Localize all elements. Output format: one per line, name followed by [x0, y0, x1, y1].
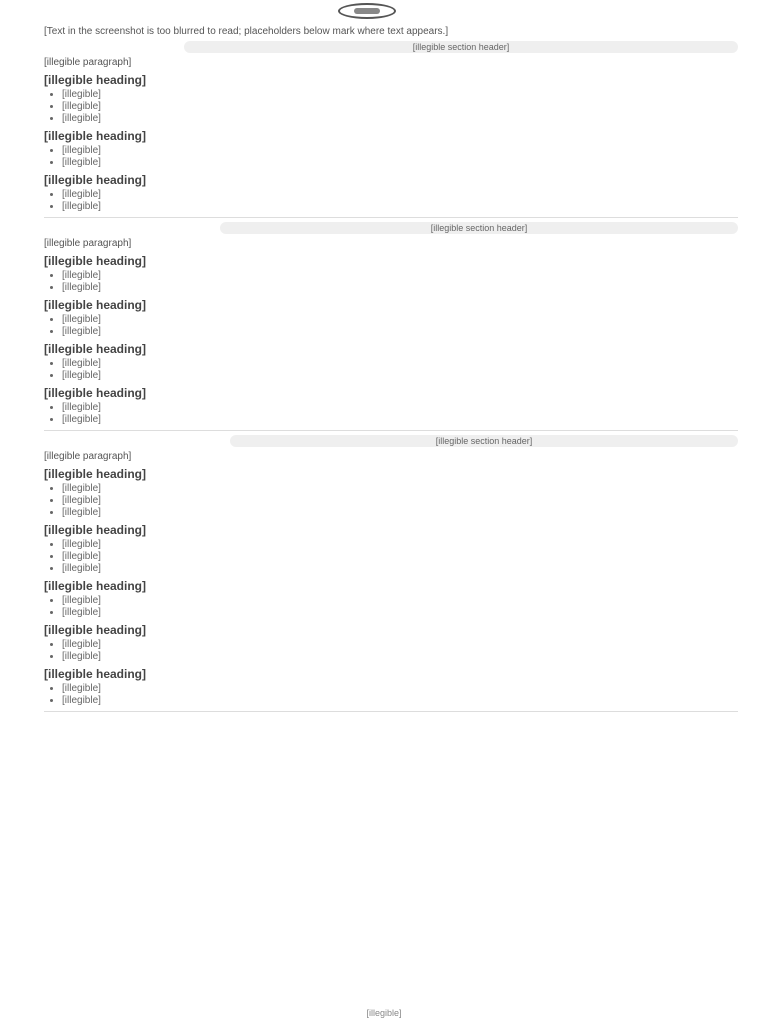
list-item: • [illegible]	[62, 507, 738, 519]
bullet-list	[44, 189, 738, 213]
list-item: • [illegible]	[62, 414, 738, 426]
section-heading: [illegible heading]	[44, 73, 147, 87]
section-heading: [illegible heading]	[44, 342, 147, 356]
section-header-bar: [illegible section header]	[184, 41, 738, 53]
list-item: • [illegible]	[62, 145, 738, 157]
bullet-list	[44, 314, 738, 338]
list-item: • [illegible]	[62, 282, 738, 294]
bullet-list	[44, 595, 738, 619]
list-item: • [illegible]	[62, 651, 738, 663]
legibility-notice: [Text in the screenshot is too blurred to read; placeholders below mark where text appears.]	[44, 26, 449, 37]
list-item: • [illegible]	[62, 695, 738, 707]
bullet-list	[44, 483, 738, 519]
section-heading: [illegible heading]	[44, 467, 147, 481]
list-item: • [illegible]	[62, 551, 738, 563]
bullet-list	[44, 358, 738, 382]
list-item: • [illegible]	[62, 358, 738, 370]
list-item: • [illegible]	[62, 270, 738, 282]
list-item: • [illegible]	[62, 201, 738, 213]
section-header-bar: [illegible section header]	[230, 435, 738, 447]
list-item: • [illegible]	[62, 607, 738, 619]
divider	[44, 711, 738, 712]
bullet-list	[44, 270, 738, 294]
divider	[44, 430, 738, 431]
list-item: • [illegible]	[62, 89, 738, 101]
document-body	[44, 22, 738, 716]
section-intro: [illegible paragraph]	[44, 57, 132, 68]
list-item: • [illegible]	[62, 113, 738, 125]
section-intro: [illegible paragraph]	[44, 451, 132, 462]
section-heading: [illegible heading]	[44, 386, 147, 400]
list-item: • [illegible]	[62, 326, 738, 338]
list-item: • [illegible]	[62, 639, 738, 651]
section-heading: [illegible heading]	[44, 298, 147, 312]
section-heading: [illegible heading]	[44, 129, 147, 143]
list-item: • [illegible]	[62, 189, 738, 201]
bullet-list	[44, 639, 738, 663]
section-heading: [illegible heading]	[44, 173, 147, 187]
list-item: • [illegible]	[62, 402, 738, 414]
section-heading: [illegible heading]	[44, 623, 147, 637]
bullet-list	[44, 683, 738, 707]
bullet-list	[44, 89, 738, 125]
list-item: • [illegible]	[62, 314, 738, 326]
list-item: • [illegible]	[62, 539, 738, 551]
logo-emblem-icon	[338, 3, 396, 19]
list-item: • [illegible]	[62, 157, 738, 169]
divider	[44, 217, 738, 218]
list-item: • [illegible]	[62, 101, 738, 113]
section-heading: [illegible heading]	[44, 523, 147, 537]
bullet-list	[44, 539, 738, 575]
list-item: • [illegible]	[62, 683, 738, 695]
list-item: • [illegible]	[62, 370, 738, 382]
section-header-bar: [illegible section header]	[220, 222, 738, 234]
list-item: • [illegible]	[62, 483, 738, 495]
footer-text: [illegible]	[366, 1008, 402, 1018]
list-item: • [illegible]	[62, 495, 738, 507]
section-heading: [illegible heading]	[44, 667, 147, 681]
bullet-list	[44, 145, 738, 169]
section-intro: [illegible paragraph]	[44, 238, 132, 249]
list-item: • [illegible]	[62, 595, 738, 607]
list-item: • [illegible]	[62, 563, 738, 575]
section-heading: [illegible heading]	[44, 579, 147, 593]
bullet-list	[44, 402, 738, 426]
section-heading: [illegible heading]	[44, 254, 147, 268]
